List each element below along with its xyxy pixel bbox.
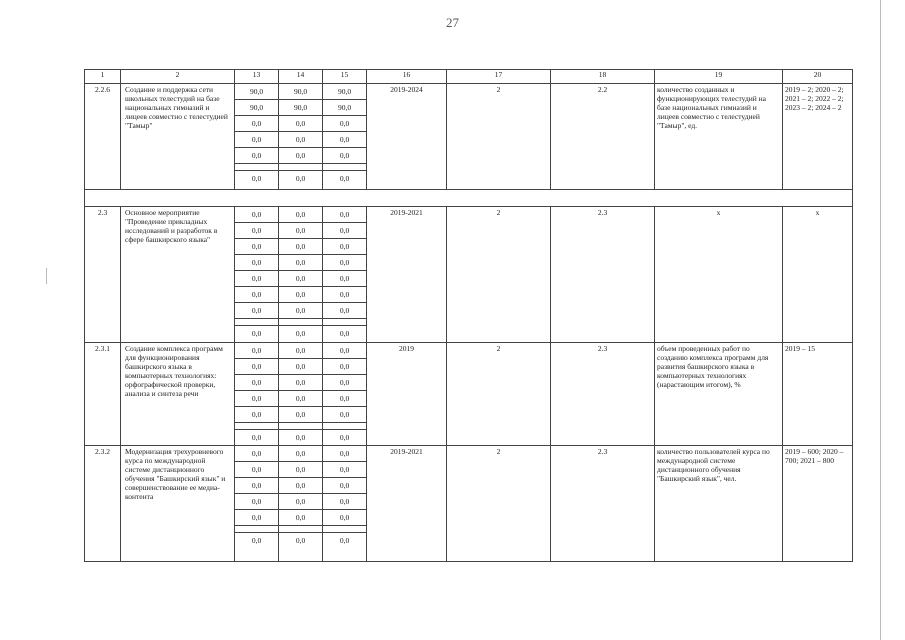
value-cell: 0,0 xyxy=(279,116,322,132)
value-column-c15 xyxy=(323,446,367,562)
value-cell: 0,0 xyxy=(279,429,322,445)
value-cell: 90,0 xyxy=(279,84,322,100)
value-cell: 0,0 xyxy=(235,343,278,359)
value-cell: 0,0 xyxy=(279,207,322,223)
value-cell: 0,0 xyxy=(235,510,278,526)
value-cell: 0,0 xyxy=(323,170,366,186)
value-cell: 0,0 xyxy=(323,407,366,423)
value-cell: 0,0 xyxy=(323,271,366,287)
header-cell: 1 xyxy=(85,70,121,84)
value-cell: 0,0 xyxy=(235,303,278,319)
value-cell: 0,0 xyxy=(279,325,322,341)
value-cell: 0,0 xyxy=(323,207,366,223)
value-column-c14 xyxy=(279,207,323,343)
indicator-cell: количество пользователей курса по международной системе дистанционного обучения "Башкирский язык", чел. xyxy=(655,446,783,562)
col18-cell: 2.3 xyxy=(551,343,655,446)
table-row xyxy=(85,207,853,343)
value-cell: 0,0 xyxy=(235,391,278,407)
period-cell: 2019-2021 xyxy=(367,446,447,562)
value-cell: 90,0 xyxy=(279,100,322,116)
indicator-cell: объем проведенных работ по созданию комплекса программ для развития башкирского языка в компьютерных технологиях (нарастающим итогом), % xyxy=(655,343,783,446)
indicator-cell: х xyxy=(655,207,783,343)
value-cell: 0,0 xyxy=(279,446,322,462)
value-cell: 0,0 xyxy=(235,494,278,510)
value-cell: 0,0 xyxy=(235,478,278,494)
target-values-cell: 2019 – 600; 2020 – 700; 2021 – 800 xyxy=(783,446,853,562)
row-number: 2.3.2 xyxy=(85,446,121,562)
header-row xyxy=(85,70,853,84)
value-cell: 0,0 xyxy=(279,132,322,148)
value-cell: 0,0 xyxy=(323,255,366,271)
value-cell: 0,0 xyxy=(235,271,278,287)
value-cell: 0,0 xyxy=(235,255,278,271)
value-cell: 0,0 xyxy=(279,359,322,375)
value-cell: 0,0 xyxy=(235,429,278,445)
value-column-c15 xyxy=(323,84,367,190)
value-cell: 0,0 xyxy=(279,375,322,391)
col17-cell: 2 xyxy=(447,207,551,343)
value-cell: 0,0 xyxy=(235,359,278,375)
page-number: 27 xyxy=(446,15,459,30)
header-cell: 18 xyxy=(551,70,655,84)
row-name: Создание и поддержка сети школьных телестудий на базе национальных гимназий и лицеев совместно с телестудией "Тамыр" xyxy=(121,84,235,190)
value-cell: 0,0 xyxy=(323,325,366,341)
margin-mark xyxy=(46,268,47,284)
program-table xyxy=(84,69,853,562)
value-cell: 0,0 xyxy=(279,343,322,359)
value-cell: 0,0 xyxy=(235,446,278,462)
value-cell: 0,0 xyxy=(279,148,322,164)
value-cell: 0,0 xyxy=(323,462,366,478)
value-column-c14 xyxy=(279,84,323,190)
value-cell: 0,0 xyxy=(323,148,366,164)
header-cell: 16 xyxy=(367,70,447,84)
header-cell: 13 xyxy=(235,70,279,84)
header-cell: 14 xyxy=(279,70,323,84)
value-cell: 0,0 xyxy=(235,325,278,341)
value-column-c13 xyxy=(235,446,279,562)
col17-cell: 2 xyxy=(447,343,551,446)
row-name: Основное мероприятие "Проведение прикладных исследований и разработок в сфере башкирского языка" xyxy=(121,207,235,343)
value-cell: 0,0 xyxy=(323,359,366,375)
value-cell: 0,0 xyxy=(279,532,322,548)
value-cell: 0,0 xyxy=(279,223,322,239)
value-cell: 0,0 xyxy=(323,446,366,462)
value-cell: 0,0 xyxy=(235,223,278,239)
period-cell: 2019-2021 xyxy=(367,207,447,343)
table-row xyxy=(85,446,853,562)
row-number: 2.3.1 xyxy=(85,343,121,446)
value-cell: 0,0 xyxy=(279,287,322,303)
value-cell: 0,0 xyxy=(279,407,322,423)
value-cell: 0,0 xyxy=(235,375,278,391)
value-cell: 0,0 xyxy=(235,239,278,255)
value-column-c15 xyxy=(323,343,367,446)
value-cell: 0,0 xyxy=(235,116,278,132)
value-column-c15 xyxy=(323,207,367,343)
col18-cell: 2.3 xyxy=(551,207,655,343)
value-cell: 90,0 xyxy=(235,84,278,100)
target-values-cell: х xyxy=(783,207,853,343)
value-cell: 0,0 xyxy=(323,303,366,319)
indicator-cell: количество созданных и функционирующих телестудий на базе национальных гимназий и лицеев совместно с телестудией "Тамыр", ед. xyxy=(655,84,783,190)
value-column-c14 xyxy=(279,343,323,446)
row-name: Модернизация трехуровневого курса по международной системе дистанционного обучения "Башкирский язык" и совершенствование ее медиа-контента xyxy=(121,446,235,562)
value-cell: 0,0 xyxy=(323,532,366,548)
separator-cell xyxy=(85,190,853,207)
value-cell: 0,0 xyxy=(323,478,366,494)
value-cell: 0,0 xyxy=(279,271,322,287)
row-number: 2.2.6 xyxy=(85,84,121,190)
value-column-c13 xyxy=(235,84,279,190)
value-cell: 0,0 xyxy=(323,510,366,526)
value-cell: 90,0 xyxy=(235,100,278,116)
value-cell: 0,0 xyxy=(323,343,366,359)
value-cell: 90,0 xyxy=(323,84,366,100)
value-cell: 0,0 xyxy=(323,287,366,303)
value-cell: 0,0 xyxy=(235,287,278,303)
value-cell: 0,0 xyxy=(323,132,366,148)
value-cell: 0,0 xyxy=(279,494,322,510)
period-cell: 2019 xyxy=(367,343,447,446)
value-cell: 0,0 xyxy=(235,148,278,164)
value-cell: 0,0 xyxy=(235,170,278,186)
value-cell: 0,0 xyxy=(279,170,322,186)
value-cell: 0,0 xyxy=(235,207,278,223)
period-cell: 2019-2024 xyxy=(367,84,447,190)
col18-cell: 2.3 xyxy=(551,446,655,562)
row-name: Создание комплекса программ для функционирования башкирского языка в компьютерных технологиях: орфографической проверки, анализа и синтеза речи xyxy=(121,343,235,446)
value-cell: 0,0 xyxy=(279,510,322,526)
row-number: 2.3 xyxy=(85,207,121,343)
value-cell: 0,0 xyxy=(323,429,366,445)
header-cell: 17 xyxy=(447,70,551,84)
value-cell: 0,0 xyxy=(279,462,322,478)
value-cell: 0,0 xyxy=(323,494,366,510)
value-cell: 0,0 xyxy=(235,532,278,548)
value-cell: 0,0 xyxy=(323,223,366,239)
header-cell: 20 xyxy=(783,70,853,84)
header-cell: 2 xyxy=(121,70,235,84)
value-cell: 0,0 xyxy=(279,478,322,494)
value-column-c13 xyxy=(235,343,279,446)
col17-cell: 2 xyxy=(447,84,551,190)
target-values-cell: 2019 – 15 xyxy=(783,343,853,446)
value-cell: 0,0 xyxy=(279,391,322,407)
value-cell: 0,0 xyxy=(235,132,278,148)
table-row xyxy=(85,84,853,190)
value-cell: 0,0 xyxy=(323,391,366,407)
target-values-cell: 2019 – 2; 2020 – 2; 2021 – 2; 2022 – 2; 2023 – 2; 2024 – 2 xyxy=(783,84,853,190)
separator-row xyxy=(85,190,853,207)
value-cell: 0,0 xyxy=(235,462,278,478)
value-column-c14 xyxy=(279,446,323,562)
header-cell: 15 xyxy=(323,70,367,84)
col18-cell: 2.2 xyxy=(551,84,655,190)
value-cell: 90,0 xyxy=(323,100,366,116)
col17-cell: 2 xyxy=(447,446,551,562)
value-cell: 0,0 xyxy=(235,407,278,423)
table-row xyxy=(85,343,853,446)
value-cell: 0,0 xyxy=(323,116,366,132)
value-column-c13 xyxy=(235,207,279,343)
value-cell: 0,0 xyxy=(323,375,366,391)
value-cell: 0,0 xyxy=(279,255,322,271)
value-cell: 0,0 xyxy=(279,239,322,255)
page-edge-line xyxy=(880,0,881,640)
value-cell: 0,0 xyxy=(323,239,366,255)
header-cell: 19 xyxy=(655,70,783,84)
value-cell: 0,0 xyxy=(279,303,322,319)
